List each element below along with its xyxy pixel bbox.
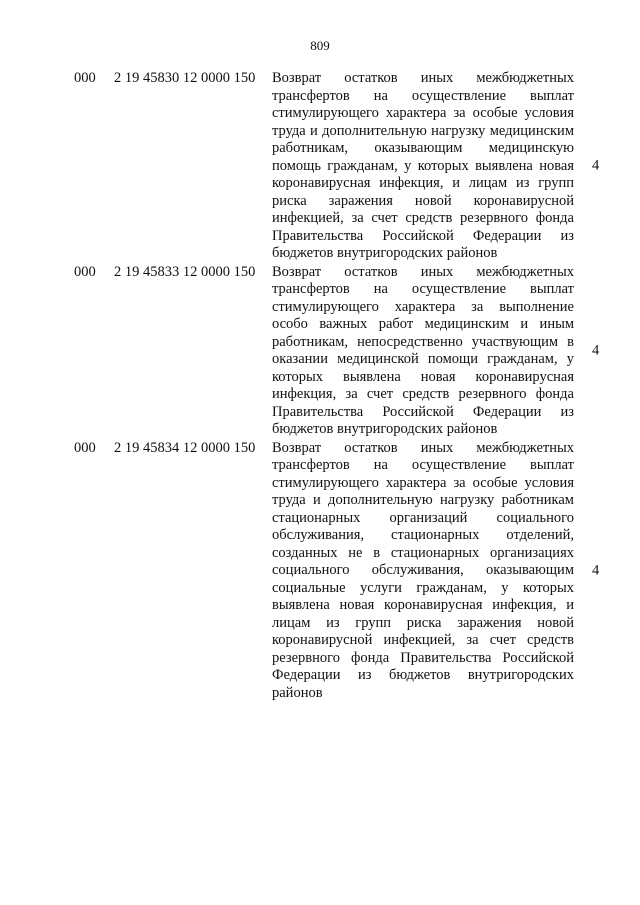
row-value: 4 <box>592 562 600 578</box>
budget-classification-code: 2 19 45830 12 0000 150 <box>114 70 256 86</box>
budget-classification-code: 2 19 45833 12 0000 150 <box>114 263 256 280</box>
budget-code-table <box>0 70 640 703</box>
code-description: Возврат остатков иных межбюджетных трансфертов на осуществление выплат стимулирующего характера за выполнение особо важных работ медицинским и иным работникам, непосредственно участвующим в оказании медицинской помощи гражданам, у которых выявлена новая коронавирусная инфекция, за счет средств резервного фонда Правительства Российской Федерации из бюджетов внутригородских районов <box>272 263 574 437</box>
page-number: 809 <box>310 38 330 53</box>
code-description: Возврат остатков иных межбюджетных трансфертов на осуществление выплат стимулирующего характера за особые условия труда и дополнительную нагрузку работникам стационарных организаций социального обслуживания, стационарных отделений, созданных не в стационарных организациях социального обслуживания, оказывающим социальные услуги гражданам, у которых выявлена новая коронавирусная инфекция, и лицам из групп риска заражения новой коронавирусной инфекцией, за счет средств резервного фонда Правительства Российской Федерации из бюджетов внутригородских районов <box>272 439 574 701</box>
admin-code: 000 <box>74 263 96 280</box>
code-description: Возврат остатков иных межбюджетных трансфертов на осуществление выплат стимулирующего характера за особые условия труда и дополнительную нагрузку медицинским работникам, оказывающим медицинскую помощь гражданам, у которых выявлена новая коронавирусная инфекция, и лицам из групп риска заражения новой коронавирусной инфекцией, за счет средств резервного фонда Правительства Российской Федерации из бюджетов внутригородских районов <box>272 70 574 261</box>
admin-code: 000 <box>74 439 96 456</box>
table-row <box>0 440 640 703</box>
budget-classification-code: 2 19 45834 12 0000 150 <box>114 439 256 456</box>
table-row <box>0 264 640 439</box>
row-value: 4 <box>592 342 600 359</box>
admin-code: 000 <box>74 70 96 86</box>
row-value: 4 <box>592 157 600 174</box>
table-row <box>0 70 640 263</box>
